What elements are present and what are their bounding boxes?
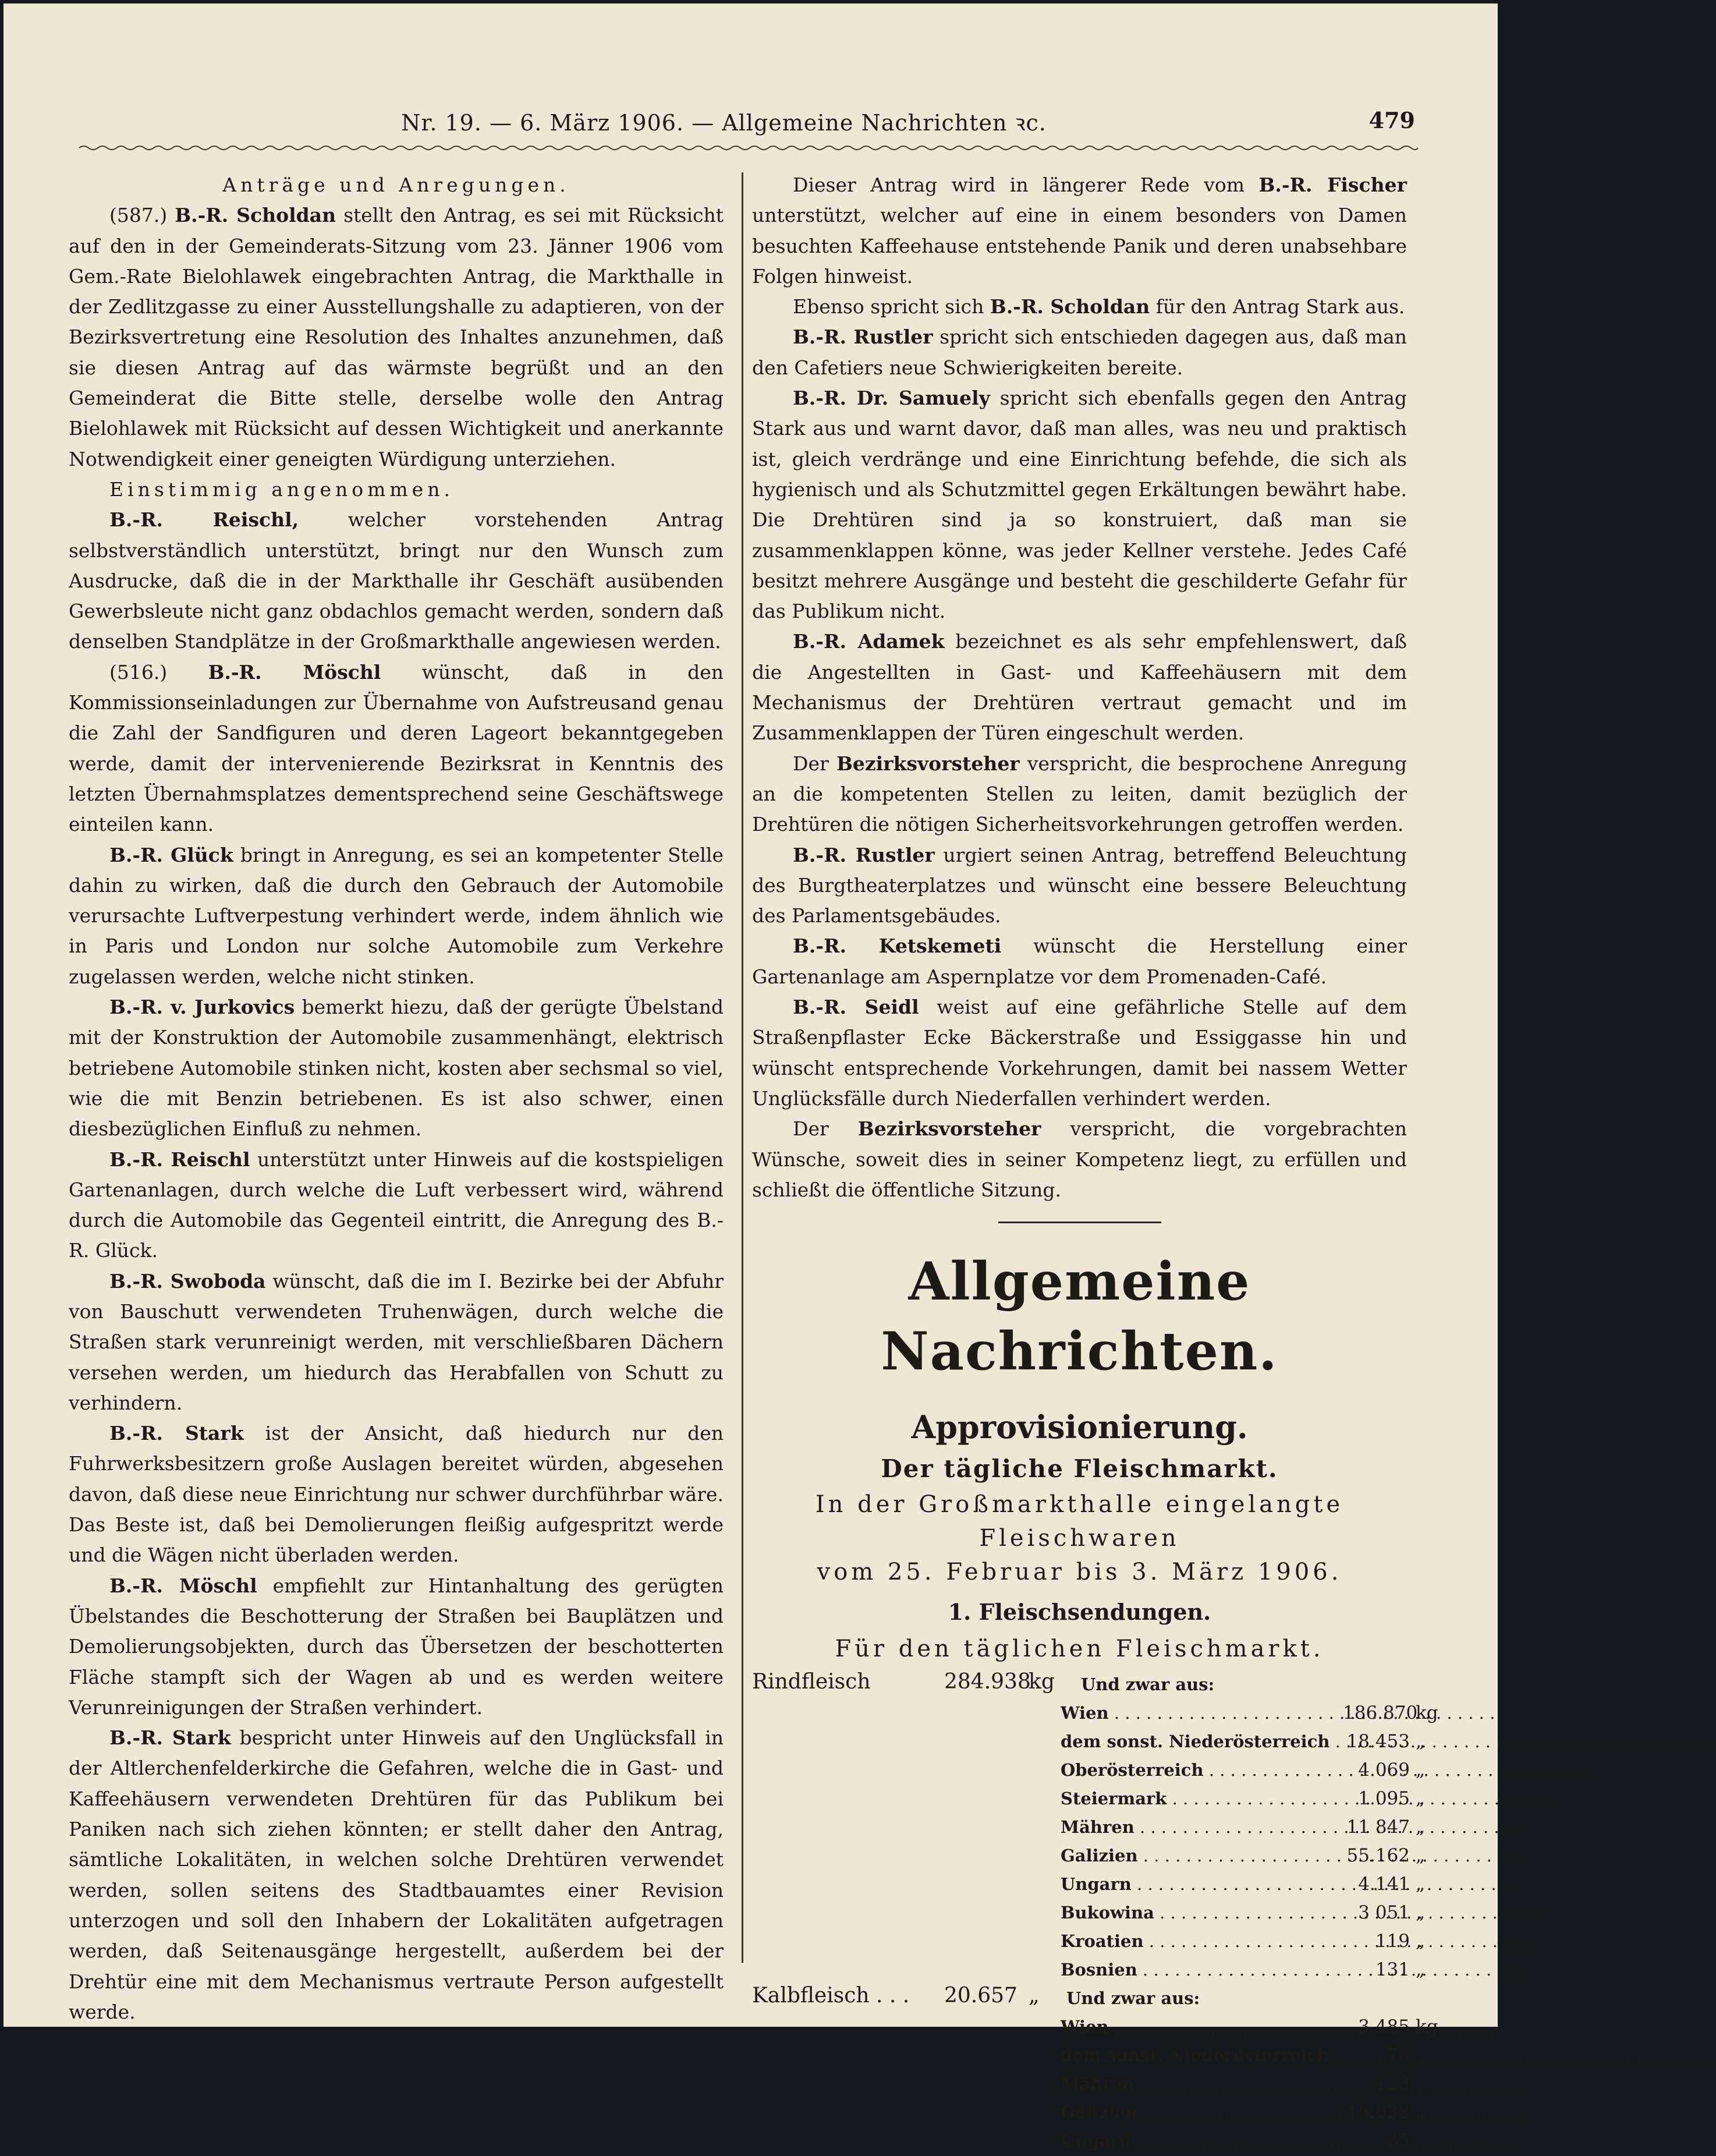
left-column bbox=[69, 170, 724, 2027]
region-unit: „ bbox=[1416, 1760, 1426, 1781]
region-value: 76 bbox=[1387, 2045, 1410, 2066]
paragraph-text: ist der Ansicht, daß hiedurch nur den Fuhrwerksbesitzern große Auslagen bereitet würden, abgesehen davon, daß diese neue Einrichtung nur schwer durchführbar wäre. Das Beste ist, daß bei Demolierungen fleißig aufgespritzt werde und die Wägen nicht überladen werden. bbox=[69, 1422, 724, 1567]
paragraph-text: urgiert seinen Antrag, betreffend Beleuchtung des Burgtheaterplatzes und wünscht eine bessere Beleuchtung des Parlamentsgebäudes. bbox=[752, 843, 1407, 927]
paragraph-text: wünscht die Herstellung einer Gartenanlage am Aspernplatze vor dem Promenaden-Café. bbox=[752, 934, 1407, 988]
paragraph-text: welcher vorstehenden Antrag selbstverständlich unterstützt, bringt nur den Wunsch zum Ausdrucke, daß die in der Markthalle ihr Geschäft ausübenden Gewerbsleute nicht ganz obdachlos gemacht werden, sondern daß denselben Standplätze in der Großmarkthalle angewiesen werden. bbox=[69, 508, 724, 653]
region-value: 1.095 bbox=[1358, 1788, 1410, 1810]
paragraph-rustler-2 bbox=[752, 840, 1407, 932]
speaker-name: B.-R. Rustler bbox=[793, 843, 935, 866]
speaker-name: B.-R. Glück bbox=[109, 843, 233, 866]
region-unit: „ bbox=[1416, 1817, 1426, 1838]
speaker-name: B.-R. Scholdan bbox=[990, 295, 1150, 318]
consignments-title: 1. Fleischsendungen. bbox=[948, 1599, 1211, 1626]
market-for: Für den täglichen Fleischmarkt. bbox=[835, 1635, 1324, 1663]
region-unit: „ bbox=[1416, 2045, 1426, 2066]
region-value: 4.141 bbox=[1358, 1874, 1410, 1895]
region-value: 11 847 bbox=[1346, 1817, 1410, 1838]
region-unit: „ bbox=[1416, 1931, 1426, 1952]
paragraph-swoboda bbox=[69, 1266, 724, 1418]
paragraph-bezirksvorsteher-2: Der Bezirksvorsteher verspricht, die vorgebrachten Wünsche, soweit dies in seiner Kompetenz liegt, zu erfüllen und schließt die öffentliche Sitzung. bbox=[752, 1117, 1407, 1201]
region-unit: „ bbox=[1416, 2102, 1426, 2123]
paragraph-glueck bbox=[69, 840, 724, 992]
speaker-name: B.-R. Dr. Samuely bbox=[793, 387, 990, 410]
region-unit: „ bbox=[1416, 1845, 1426, 1867]
paragraph-stark bbox=[69, 1418, 724, 1570]
region-row bbox=[752, 1810, 1426, 1838]
region-name: Kroatien . . . bbox=[1061, 1926, 1346, 1956]
vote-result: Einstimmig angenommen. bbox=[109, 477, 454, 501]
paragraph-text: bringt in Anregung, es sei an kompetenter Stelle dahin zu wirken, daß die durch den Gebrauch der Automobile verursachte Luftverpestung verhindert werde, indem ähnlich wie in Paris und London nur solche Automobile zum Verkehre zugelassen werden, welche nicht stinken. bbox=[69, 843, 724, 988]
region-unit: „ bbox=[1416, 1874, 1426, 1895]
speaker-name: B.-R. Rustler bbox=[793, 325, 933, 349]
region-value: 3.485 bbox=[1358, 2016, 1410, 2038]
paragraph-stark-2 bbox=[69, 1723, 724, 2027]
region-value: 131 bbox=[1375, 1959, 1410, 1981]
paragraph-bezirksvorsteher: Der Bezirksvorsteher verspricht, die besprochene Anregung an die kompetenten Stellen zu leiten, damit bezüglich der Drehtüren die nötigen Sicherheitsvorkehrungen getroffen werden. bbox=[752, 752, 1407, 836]
breakdown-label: Und zwar aus: bbox=[1081, 1674, 1215, 1695]
market-title: Der tägliche Fleischmarkt. bbox=[881, 1454, 1278, 1484]
paragraph-text: verspricht, die vorgebrachten Wünsche, soweit dies in seiner Kompetenz liegt, zu erfüllen und schließt die öffentliche Sitzung. bbox=[752, 1117, 1407, 1201]
region-name: dem sonst. Niederösterreich . . . bbox=[1061, 2040, 1346, 2070]
region-value: 4.069 bbox=[1358, 1760, 1410, 1781]
region-row bbox=[752, 2009, 1438, 2038]
paragraph-text: spricht sich ebenfalls gegen den Antrag Stark aus und warnt davor, daß man alles, was neu und praktisch ist, gleich verdränge und eine Einrichtung befehde, die sich als hygienisch und als Schutzmittel gegen Erkältungen bewährt habe. Die Drehtüren sind ja so konstruiert, daß man sie zusammenklappen könne, was jeder Kellner verstehe. Jedes Café besitzt mehrere Ausgänge und besteht die geschilderte Gefahr für das Publikum nicht. bbox=[752, 387, 1407, 623]
paragraph-text: wünscht, daß in den Kommissionseinladungen zur Übernahme von Aufstreusand genau die Zahl der Sandfiguren und deren Lageort bekanntgegeben werde, damit der intervenierende Bezirksrat in Kenntnis des letzten Übernahmsplatzes dementsprechend seine Geschäftswege einteilen kann. bbox=[69, 660, 724, 836]
paragraph-seidl bbox=[752, 992, 1407, 1114]
region-row bbox=[752, 1867, 1426, 1895]
region-row bbox=[752, 1753, 1426, 1781]
speaker-name: B.-R. Ketskemeti bbox=[793, 934, 1002, 958]
paragraph-text: bezeichnet es als sehr empfehlenswert, daß die Angestellten in Gast- und Kaffeehäusern mit dem Mechanismus der Drehtüren vertraut gemacht und im Zusammenklappen der Türen eingeschult werden. bbox=[752, 630, 1407, 745]
speaker-name: B.-R. Möschl bbox=[109, 1574, 257, 1597]
speaker-name: B.-R. Reischl, bbox=[109, 508, 299, 532]
speaker-name: Bezirksvorsteher bbox=[836, 752, 1020, 775]
section-heading: Anträge und Anregungen. bbox=[222, 174, 570, 196]
region-name: Wien . . . bbox=[1061, 1698, 1346, 1728]
paragraph-reischl-2 bbox=[69, 1145, 724, 1266]
paragraph-text: für den Antrag Stark aus. bbox=[1155, 295, 1405, 318]
region-unit: „ bbox=[1416, 1959, 1426, 1981]
paragraph-adamek bbox=[752, 626, 1407, 748]
paragraph-587 bbox=[69, 200, 724, 475]
region-row bbox=[752, 1781, 1426, 1810]
region-name: Galizien . . . bbox=[1061, 2097, 1346, 2127]
region-unit: „ bbox=[1416, 1788, 1426, 1810]
region-value: 119 bbox=[1375, 1931, 1410, 1952]
region-name: Bukowina . . . bbox=[1061, 1897, 1346, 1928]
paragraph-ketskemeti bbox=[752, 931, 1407, 992]
region-value: 18.453 bbox=[1346, 1731, 1410, 1753]
running-title: Nr. 19. — 6. März 1906. — Allgemeine Nachrichten ꝛc. bbox=[401, 110, 1047, 136]
header-wavy-rule bbox=[79, 143, 1418, 153]
paragraph-516 bbox=[69, 657, 724, 840]
region-name: Ungarn . . . bbox=[1061, 1869, 1346, 1899]
paragraph-text: weist auf eine gefährliche Stelle auf dem Straßenpflaster Ecke Bäckerstraße und Essiggasse hin und wünscht entsprechende Vorkehrungen, damit bei nassem Wetter Unglücksfälle durch Niederfallen verhindert werden. bbox=[752, 996, 1407, 1110]
intro-line-2: vom 25. Februar bis 3. März 1906. bbox=[817, 1559, 1342, 1586]
news-section-title: Allgemeine Nachrichten. bbox=[881, 1251, 1278, 1383]
region-value: 16.938 bbox=[1346, 2102, 1410, 2123]
category-total: 20.657 bbox=[944, 1984, 1017, 2008]
speaker-name: B.-R. Reischl bbox=[109, 1148, 250, 1171]
paragraph-text: empfiehlt zur Hintanhaltung des gerügten Übelstandes die Beschotterung der Straßen bei Bauplätzen und Demolierungsobjekten, durch das Übersetzen der beschotterten Fläche stampft sich der Wagen ab und es werden weitere Verunreinigungen der Straßen verhindert. bbox=[69, 1574, 724, 1719]
region-name: Oberösterreich . . . bbox=[1061, 1755, 1346, 1785]
speaker-name: B.-R. Swoboda bbox=[109, 1269, 266, 1293]
section-divider bbox=[998, 1222, 1161, 1223]
region-value: 55.162 bbox=[1346, 1845, 1410, 1867]
speaker-name: B.-R. v. Jurkovics bbox=[109, 996, 295, 1019]
page-number: 479 bbox=[1368, 107, 1415, 133]
category-row bbox=[752, 1667, 1407, 1695]
subsection-title: Approvisionierung. bbox=[911, 1408, 1248, 1446]
region-unit: „ bbox=[1416, 1731, 1426, 1753]
region-row bbox=[752, 2095, 1426, 2123]
region-name: Bosnien . . . bbox=[1061, 1955, 1346, 1985]
region-name: Wien . . . bbox=[1061, 2012, 1346, 2042]
speaker-name: B.-R. Stark bbox=[109, 1726, 231, 1750]
region-unit: „ bbox=[1416, 2130, 1426, 2152]
region-row bbox=[752, 1724, 1426, 1753]
region-name: Galizien . . . bbox=[1061, 1840, 1346, 1871]
region-name: Steiermark . . . bbox=[1061, 1783, 1346, 1814]
paragraph-moeschl bbox=[69, 1571, 724, 1723]
region-name: Mähren . . . bbox=[1061, 2069, 1346, 2099]
breakdown-label: Und zwar aus: bbox=[1066, 1988, 1200, 2009]
region-row bbox=[752, 1895, 1426, 1924]
intro-line-1: In der Großmarkthalle eingelangte Fleischwaren bbox=[815, 1491, 1344, 1552]
paragraph-text: unterstützt, welcher auf eine in einem besonders von Damen besuchten Kaffeehause entstehende Panik und deren unabsehbare Folgen hinweist. bbox=[752, 204, 1407, 288]
speaker-name: B.-R. Adamek bbox=[793, 630, 945, 653]
right-column bbox=[752, 170, 1438, 2152]
region-unit: kg bbox=[1416, 1702, 1438, 1724]
category-name: Rindfleisch bbox=[752, 1670, 871, 1694]
category-row bbox=[752, 1981, 1407, 2009]
category-name: Kalbfleisch . . . bbox=[752, 1984, 910, 2008]
paragraph-text: spricht sich entschieden dagegen aus, daß man den Cafetiers neue Schwierigkeiten bereite. bbox=[752, 325, 1407, 379]
region-unit: „ bbox=[1416, 1902, 1426, 1924]
speaker-name: B.-R. Seidl bbox=[793, 996, 919, 1019]
motion-number: (516.) bbox=[109, 660, 168, 684]
region-value: 123 bbox=[1375, 2073, 1410, 2095]
meat-table bbox=[752, 1667, 1438, 2152]
paragraph-text: bespricht unter Hinweis auf den Unglücksfall in der Altlerchenfelderkirche die Gefahren, welche die in Gast- und Kaffeehäusern verwendeten Drehtüren für das Publikum bei Paniken nach sich ziehen könnten; er stellt daher den Antrag, sämtliche Lokalitäten, in welchen solche Drehtüren verwendet werden, sollen seitens des Stadtbauamtes einer Revision unterzogen und soll den Inhabern der Lokalitäten aufgetragen werden, daß Seitenausgänge hergestellt, außerdem bei der Drehtür eine mit dem Mechanismus vertraute Person aufgestellt werde. bbox=[69, 1726, 724, 2023]
region-row bbox=[752, 1924, 1426, 1952]
category-unit: kg bbox=[1029, 1670, 1055, 1694]
paragraph-fischer: Dieser Antrag wird in längerer Rede vom B.-R. Fischer unterstützt, welcher auf eine in einem besonders von Damen besuchten Kaffeehause entstehende Panik und deren unabsehbare Folgen hinweist. bbox=[752, 174, 1407, 288]
paragraph-rustler bbox=[752, 322, 1407, 383]
speaker-name: B.-R. Fischer bbox=[1258, 174, 1407, 196]
region-row bbox=[752, 1695, 1438, 1724]
speaker-name: B.-R. Möschl bbox=[208, 660, 381, 684]
region-row bbox=[752, 1838, 1426, 1867]
region-name: dem sonst. Niederösterreich . . . bbox=[1061, 1726, 1346, 1757]
region-row bbox=[752, 2066, 1426, 2095]
region-unit: kg bbox=[1416, 2016, 1438, 2038]
speaker-name: B.-R. Stark bbox=[109, 1422, 244, 1445]
speaker-name: Bezirksvorsteher bbox=[857, 1117, 1041, 1141]
paragraph-reischl bbox=[69, 505, 724, 657]
page-header bbox=[114, 107, 1415, 142]
region-row bbox=[752, 2038, 1426, 2066]
region-value: 3 051 bbox=[1358, 1902, 1410, 1924]
category-total: 284.938 bbox=[944, 1670, 1031, 1694]
paragraph-text: wünscht, daß die im I. Bezirke bei der Abfuhr von Bauschutt verwendeten Truhenwägen, durch welche die Straßen stark verunreinigt werden, mit verschließbaren Dächern versehen werden, um hiedurch das Herabfallen von Schutt zu verhindern. bbox=[69, 1269, 724, 1414]
paragraph-jurkovics bbox=[69, 992, 724, 1144]
paragraph-text: stellt den Antrag, es sei mit Rücksicht auf den in der Gemeinderats-Sitzung vom 23. Jänner 1906 vom Gem.-Rate Bielohlawek eingebrachten Antrag, die Markthalle in der Zedlitzgasse zu einer Ausstellungshalle zu adaptieren, von der Bezirksvertretung eine Resolution des Inhaltes anzunehmen, daß sie diesen Antrag auf das wärmste begrüßt und an den Gemeinderat die Bitte stelle, derselbe wolle den Antrag Bielohlawek mit Rücksicht auf dessen Wichtigkeit und anerkannte Notwendigkeit einer geneigten Würdigung unterziehen. bbox=[69, 204, 724, 470]
region-value: 35 bbox=[1387, 2130, 1410, 2152]
paragraph-text: bemerkt hiezu, daß der gerügte Übelstand mit der Konstruktion der Automobile zusammenhängt, elektrisch betriebene Automobile stinken nicht, kosten aber sechsmal so viel, wie die mit Benzin betriebenen. Es ist also schwer, einen diesbezüglichen Einfluß zu nehmen. bbox=[69, 996, 724, 1141]
motion-number: (587.) bbox=[109, 204, 168, 227]
region-unit: „ bbox=[1416, 2073, 1426, 2095]
region-value: 186.870 bbox=[1343, 1702, 1418, 1724]
region-name: Ungarn . . . bbox=[1061, 2126, 1346, 2156]
region-name: Mähren . . . bbox=[1061, 1812, 1346, 1842]
paragraph-text: verspricht, die besprochene Anregung an die kompetenten Stellen zu leiten, damit bezüglich der Drehtüren die nötigen Sicherheitsvorkehrungen getroffen werden. bbox=[752, 752, 1407, 836]
region-row bbox=[752, 1952, 1426, 1981]
column-divider bbox=[742, 172, 743, 1963]
paragraph-samuely bbox=[752, 383, 1407, 626]
region-row bbox=[752, 2123, 1426, 2152]
paragraph-text: unterstützt unter Hinweis auf die kostspieligen Gartenanlagen, durch welche die Luft verbessert wird, während durch die Automobile das Gegenteil eintritt, die Anregung des B.-R. Glück. bbox=[69, 1148, 724, 1262]
speaker-name: B.-R. Scholdan bbox=[175, 204, 336, 227]
category-unit: „ bbox=[1029, 1984, 1040, 2008]
paragraph-scholdan: Ebenso spricht sich B.-R. Scholdan für den Antrag Stark aus. bbox=[793, 295, 1405, 318]
newspaper-page bbox=[3, 3, 1498, 2152]
